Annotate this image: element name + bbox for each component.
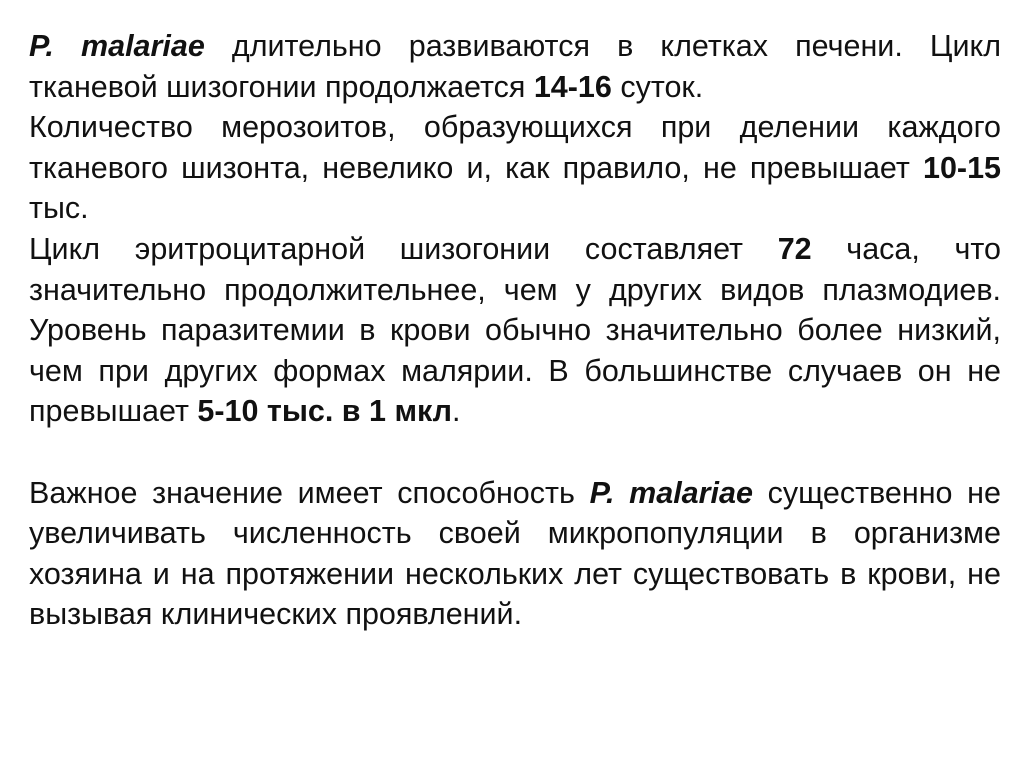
parasitemia-level: 5-10 тыс. в 1 мкл (197, 394, 453, 429)
text: часа, что значительно продолжительнее, чем у других видов плазмодиев. Уровень паразитемии в крови обычно значительно более низкий, чем при других формах малярии. В большинстве случаев он не превышает (29, 231, 1001, 429)
merozoite-count: 10-15 (922, 150, 1001, 185)
species-name: P. malariae (589, 475, 753, 510)
text: суток. (611, 69, 704, 104)
text: Важное значение имеет способность (29, 475, 590, 510)
paragraph-persistence (29, 473, 1001, 635)
paragraph-merozoites (29, 107, 1001, 229)
text: существенно не увеличивать численность своей микропопуляции в организме хозяина и на протяжении нескольких лет существовать в крови, не вызывая клинических проявлений. (29, 475, 1001, 632)
hours-value: 72 (777, 231, 812, 266)
text: Цикл эритроцитарной шизогонии составляет (29, 231, 778, 266)
text: тыс. (29, 191, 89, 226)
days-value: 14-16 (533, 69, 612, 104)
text: . (452, 394, 461, 429)
paragraph-liver-cycle (29, 26, 1001, 107)
paragraph-erythrocytic-cycle (29, 229, 1001, 432)
text: Количество мерозоитов, образующихся при делении каждого тканевого шизонта, невелико и, как правило, не превышает (29, 110, 1001, 185)
slide-body (29, 26, 1001, 635)
paragraph-spacer (29, 432, 1001, 473)
text: длительно развиваются в клетках печени. Цикл тканевой шизогонии продолжается (29, 29, 1001, 104)
species-name: P. malariae (29, 29, 205, 63)
